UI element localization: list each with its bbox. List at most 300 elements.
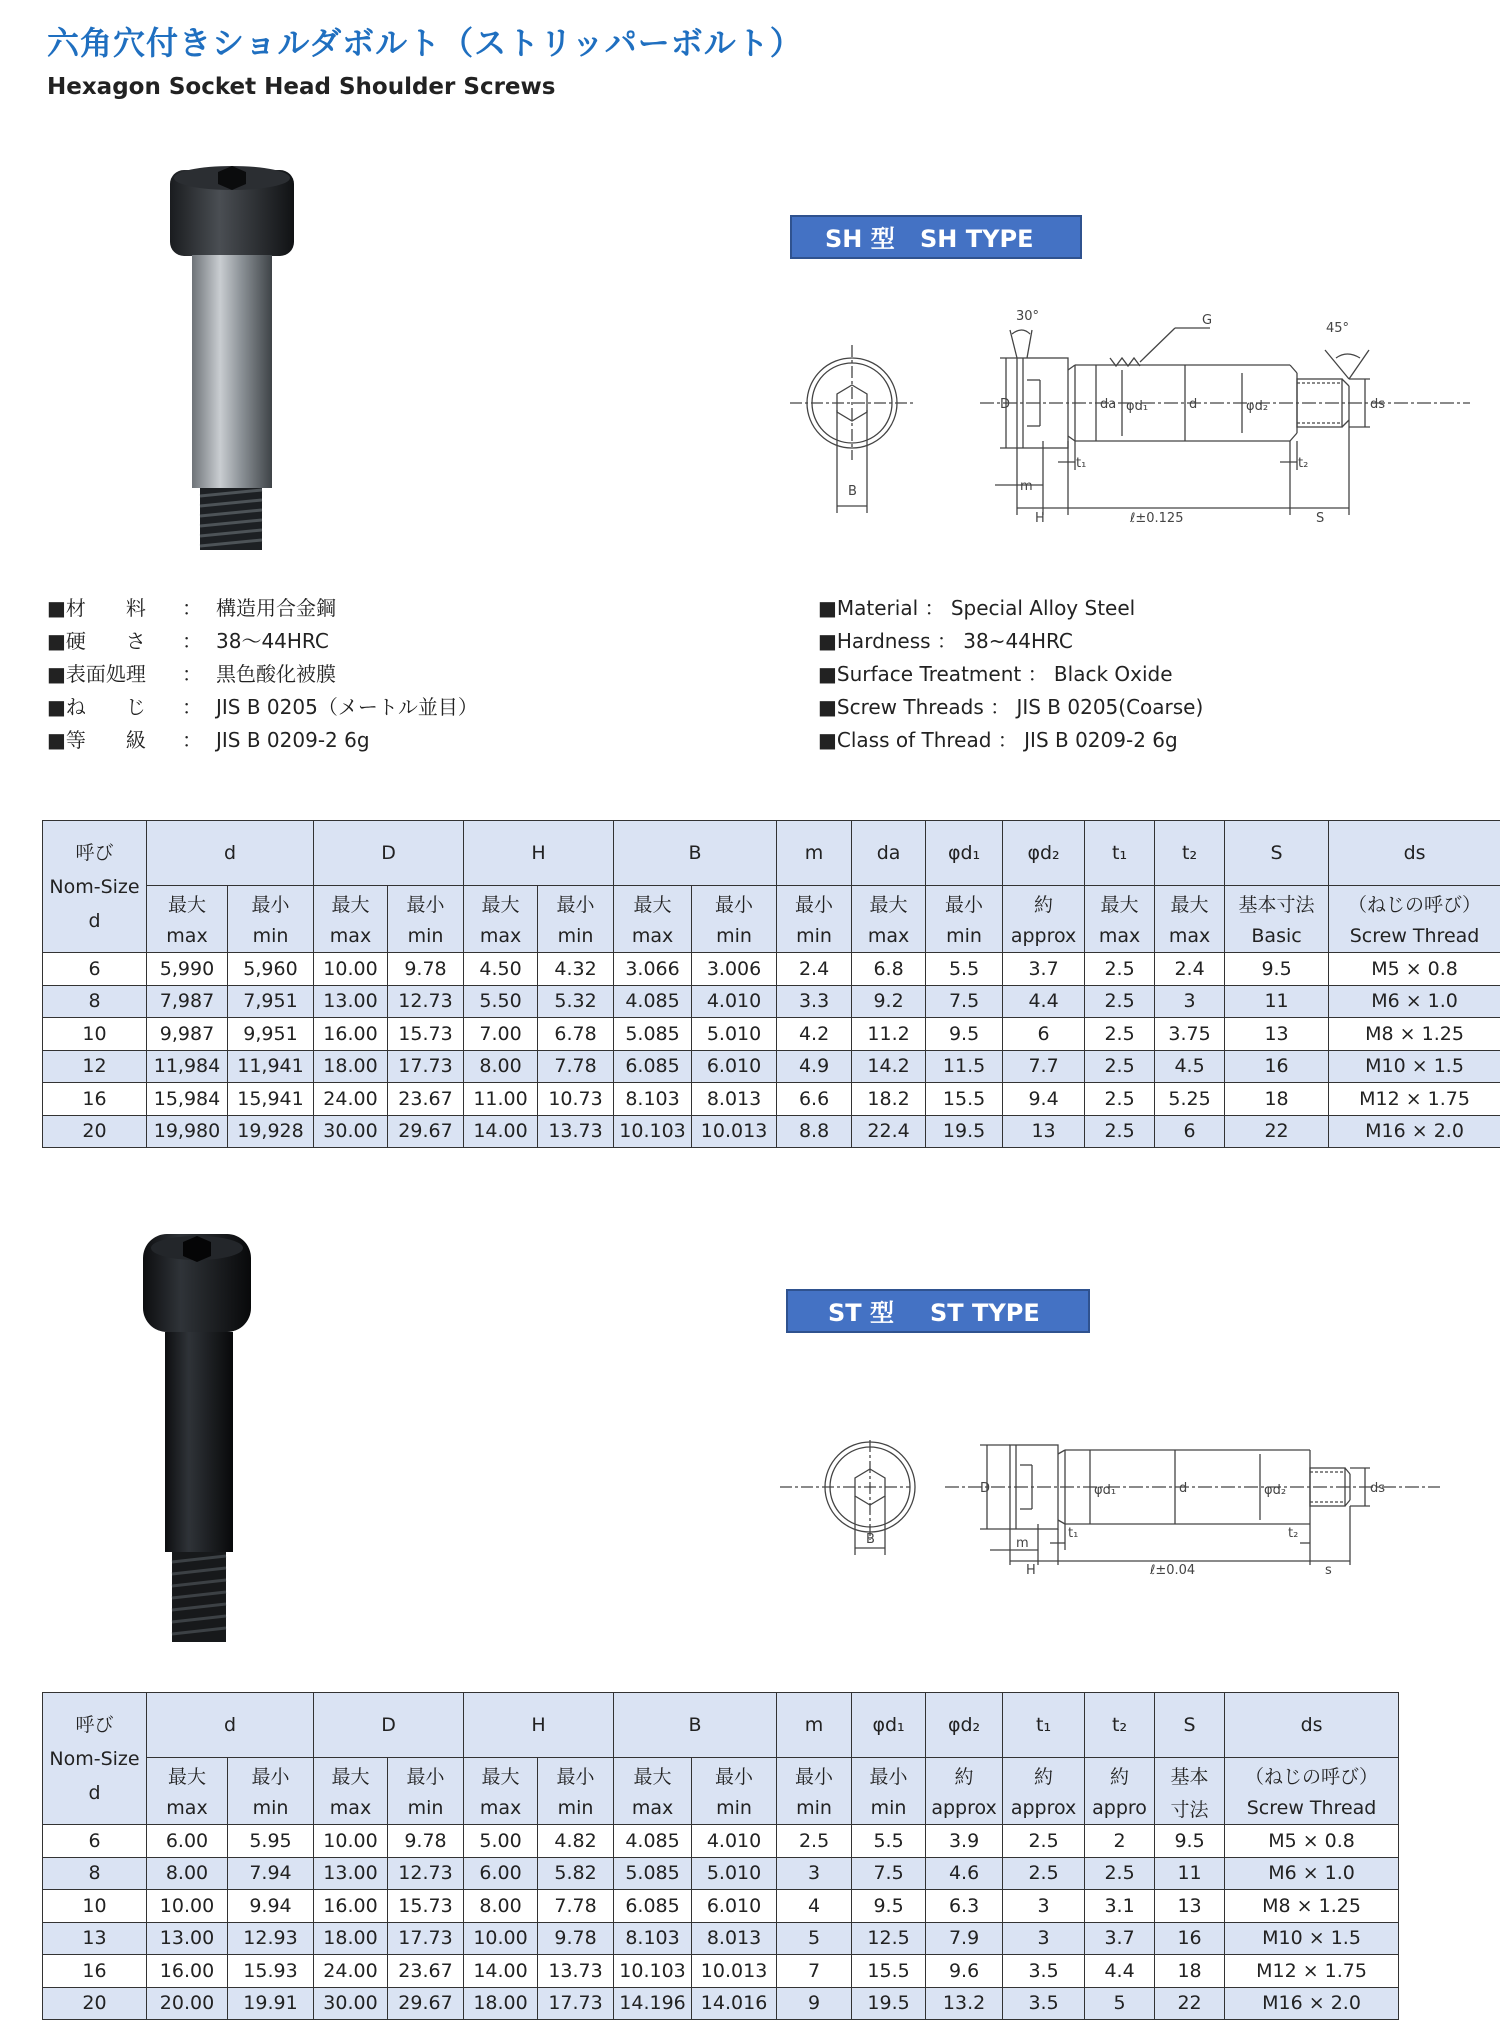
st-draw-s: s bbox=[1325, 1563, 1332, 1578]
sh-draw-t1: t₁ bbox=[1076, 456, 1087, 471]
subheader-en: appro bbox=[1085, 1792, 1155, 1825]
subheader-jp: 最大 bbox=[1155, 886, 1225, 921]
specs-jp: ■材 料 ： 構造用合金鋼 ■硬 さ ： 38〜44HRC ■表面処理 ： 黒色酸化被膜 ■ね じ ： JIS B 0205（メートル並目） ■等 級 ： JIS B 0209-2 6g bbox=[47, 596, 478, 752]
table-cell: 18 bbox=[1155, 1955, 1225, 1988]
table-cell: 16 bbox=[43, 1083, 147, 1116]
subheader-jp: 基本寸法 bbox=[1225, 886, 1329, 921]
table-cell: M16 × 2.0 bbox=[1329, 1115, 1500, 1148]
table-cell: 13 bbox=[1225, 1018, 1329, 1051]
table-cell: 3.5 bbox=[1003, 1987, 1085, 2020]
nom-size-header-line: d bbox=[88, 1781, 101, 1804]
table-cell: 6.085 bbox=[614, 1050, 692, 1083]
table-cell: 12 bbox=[43, 1050, 147, 1083]
sh-technical-drawing bbox=[780, 270, 1480, 540]
table-cell: 8.00 bbox=[147, 1857, 228, 1890]
table-cell: 24.00 bbox=[314, 1083, 388, 1116]
nom-size-header-line: d bbox=[88, 909, 101, 932]
table-cell: 9.5 bbox=[1225, 953, 1329, 986]
table-cell: 4.32 bbox=[538, 953, 614, 986]
group-header: t₁ bbox=[1003, 1693, 1085, 1758]
group-header: m bbox=[777, 1693, 852, 1758]
table-cell: 6 bbox=[43, 1825, 147, 1858]
table-cell: 2.5 bbox=[1085, 1083, 1155, 1116]
table-cell: 8.8 bbox=[777, 1115, 852, 1148]
table-cell: 13.73 bbox=[538, 1115, 614, 1148]
table-cell: 11 bbox=[1225, 985, 1329, 1018]
subheader-jp: 最小 bbox=[538, 1758, 614, 1793]
group-header: B bbox=[614, 1693, 777, 1758]
subheader-row-en bbox=[43, 920, 1500, 953]
subheader-jp: 最小 bbox=[777, 1758, 852, 1793]
table-cell: 16 bbox=[1225, 1050, 1329, 1083]
table-cell: M6 × 1.0 bbox=[1225, 1857, 1399, 1890]
table-cell: 11,941 bbox=[228, 1050, 314, 1083]
table-cell: 5.50 bbox=[464, 985, 538, 1018]
group-header: φd₁ bbox=[926, 821, 1003, 886]
subheader-en: max bbox=[314, 920, 388, 953]
table-cell: 4.010 bbox=[692, 985, 777, 1018]
subheader-en: min bbox=[388, 1792, 464, 1825]
table-cell: 4.5 bbox=[1155, 1050, 1225, 1083]
table-cell: 3.9 bbox=[926, 1825, 1003, 1858]
table-cell: 11,984 bbox=[147, 1050, 228, 1083]
table-cell: 10.00 bbox=[314, 1825, 388, 1858]
table-cell: M5 × 0.8 bbox=[1329, 953, 1500, 986]
subheader-en: min bbox=[777, 920, 852, 953]
table-cell: 6 bbox=[43, 953, 147, 986]
table-cell: 8.013 bbox=[692, 1083, 777, 1116]
table-cell: 3.1 bbox=[1085, 1890, 1155, 1923]
st-draw-B: B bbox=[866, 1532, 875, 1547]
table-cell: 11.00 bbox=[464, 1083, 538, 1116]
table-cell: 5,960 bbox=[228, 953, 314, 986]
table-cell: 23.67 bbox=[388, 1955, 464, 1988]
table-cell: 2.5 bbox=[1085, 985, 1155, 1018]
table-cell: 16.00 bbox=[147, 1955, 228, 1988]
sh-draw-d: d bbox=[1189, 397, 1198, 412]
table-cell: 4.085 bbox=[614, 1825, 692, 1858]
subheader-jp: 最小 bbox=[228, 1758, 314, 1793]
table-cell: 4.010 bbox=[692, 1825, 777, 1858]
sh-draw-S: S bbox=[1316, 511, 1325, 526]
table-cell: 3.7 bbox=[1003, 953, 1085, 986]
table-cell: 2.5 bbox=[1003, 1825, 1085, 1858]
table-cell: 10 bbox=[43, 1018, 147, 1051]
subheader-en: min bbox=[852, 1792, 926, 1825]
subheader-jp: 最大 bbox=[614, 886, 692, 921]
subheader-jp: 最大 bbox=[314, 1758, 388, 1793]
subheader-en: max bbox=[1155, 920, 1225, 953]
sh-draw-da: da bbox=[1100, 397, 1117, 412]
sh-dimension-table bbox=[42, 820, 1500, 1148]
table-cell: 8 bbox=[43, 985, 147, 1018]
table-cell: 6.085 bbox=[614, 1890, 692, 1923]
table-cell: 15.5 bbox=[852, 1955, 926, 1988]
table-cell: 10.73 bbox=[538, 1083, 614, 1116]
group-header: H bbox=[464, 1693, 614, 1758]
subheader-jp: 最小 bbox=[692, 886, 777, 921]
table-cell: 19,928 bbox=[228, 1115, 314, 1148]
table-cell: 19.5 bbox=[926, 1115, 1003, 1148]
table-cell: 20 bbox=[43, 1115, 147, 1148]
table-cell: 29.67 bbox=[388, 1987, 464, 2020]
group-header: H bbox=[464, 821, 614, 886]
table-cell: 13 bbox=[43, 1922, 147, 1955]
table-cell: 5,990 bbox=[147, 953, 228, 986]
table-cell: 5.00 bbox=[464, 1825, 538, 1858]
table-cell: 19.5 bbox=[852, 1987, 926, 2020]
subheader-en: min bbox=[228, 1792, 314, 1825]
group-header: d bbox=[147, 1693, 314, 1758]
group-header: ds bbox=[1225, 1693, 1399, 1758]
subheader-jp: 最大 bbox=[147, 886, 228, 921]
table-cell: 4.4 bbox=[1085, 1955, 1155, 1988]
table-cell: 14.00 bbox=[464, 1115, 538, 1148]
table-cell: 6.010 bbox=[692, 1890, 777, 1923]
table-cell: 6 bbox=[1003, 1018, 1085, 1051]
table-cell: 9 bbox=[777, 1987, 852, 2020]
table-cell: 15,984 bbox=[147, 1083, 228, 1116]
st-draw-d1: φd₁ bbox=[1094, 1483, 1117, 1498]
table-cell: 4.4 bbox=[1003, 985, 1085, 1018]
table-cell: 2.5 bbox=[1085, 1050, 1155, 1083]
subheader-en: min bbox=[388, 920, 464, 953]
table-cell: 14.016 bbox=[692, 1987, 777, 2020]
table-cell: 12.73 bbox=[388, 985, 464, 1018]
table-cell: 16.00 bbox=[314, 1018, 388, 1051]
table-row bbox=[43, 953, 1500, 986]
table-cell: 24.00 bbox=[314, 1955, 388, 1988]
group-header: φd₂ bbox=[1003, 821, 1085, 886]
table-cell: 10.103 bbox=[614, 1115, 692, 1148]
table-cell: 9.78 bbox=[388, 953, 464, 986]
subheader-jp: 最大 bbox=[314, 886, 388, 921]
table-cell: 8.103 bbox=[614, 1922, 692, 1955]
table-cell: 20 bbox=[43, 1987, 147, 2020]
subheader-jp: （ねじの呼び） bbox=[1329, 886, 1500, 921]
table-cell: M5 × 0.8 bbox=[1225, 1825, 1399, 1858]
subheader-jp: 最小 bbox=[692, 1758, 777, 1793]
table-cell: 9.2 bbox=[852, 985, 926, 1018]
table-cell: 6.3 bbox=[926, 1890, 1003, 1923]
table-cell: 12.73 bbox=[388, 1857, 464, 1890]
table-cell: 8.103 bbox=[614, 1083, 692, 1116]
subheader-en: min bbox=[777, 1792, 852, 1825]
table-cell: 12.5 bbox=[852, 1922, 926, 1955]
group-header: D bbox=[314, 1693, 464, 1758]
nom-size-header-line: Nom-Size bbox=[49, 875, 140, 898]
subheader-en: max bbox=[314, 1792, 388, 1825]
table-cell: 20.00 bbox=[147, 1987, 228, 2020]
table-cell: 9,987 bbox=[147, 1018, 228, 1051]
subheader-jp: 最大 bbox=[464, 1758, 538, 1793]
table-cell: 15.73 bbox=[388, 1018, 464, 1051]
table-cell: 17.73 bbox=[538, 1987, 614, 2020]
table-cell: 3.006 bbox=[692, 953, 777, 986]
st-technical-drawing bbox=[780, 1430, 1480, 1600]
table-cell: 3.7 bbox=[1085, 1922, 1155, 1955]
table-cell: 3.3 bbox=[777, 985, 852, 1018]
table-cell: M8 × 1.25 bbox=[1329, 1018, 1500, 1051]
table-cell: M8 × 1.25 bbox=[1225, 1890, 1399, 1923]
table-cell: 9.5 bbox=[926, 1018, 1003, 1051]
subheader-en: Screw Thread bbox=[1329, 920, 1500, 953]
table-cell: 10.013 bbox=[692, 1115, 777, 1148]
table-cell: 10.00 bbox=[464, 1922, 538, 1955]
subheader-jp: 最小 bbox=[388, 1758, 464, 1793]
table-cell: 10.00 bbox=[147, 1890, 228, 1923]
subheader-en: Basic bbox=[1225, 920, 1329, 953]
st-dimension-table bbox=[42, 1692, 1399, 2020]
table-cell: 2.5 bbox=[1085, 1018, 1155, 1051]
group-header: t₁ bbox=[1085, 821, 1155, 886]
table-cell: M12 × 1.75 bbox=[1329, 1083, 1500, 1116]
subheader-en: min bbox=[228, 920, 314, 953]
table-cell: 2.5 bbox=[1085, 953, 1155, 986]
table-cell: 18 bbox=[1225, 1083, 1329, 1116]
subheader-jp: 約 bbox=[926, 1758, 1003, 1793]
table-cell: 7.9 bbox=[926, 1922, 1003, 1955]
st-draw-d2: φd₂ bbox=[1264, 1483, 1287, 1498]
table-cell: 5 bbox=[777, 1922, 852, 1955]
subheader-row-jp bbox=[43, 886, 1500, 921]
table-cell: 8 bbox=[43, 1857, 147, 1890]
subheader-jp: 約 bbox=[1003, 886, 1085, 921]
table-row bbox=[43, 1890, 1399, 1923]
subheader-en: approx bbox=[1003, 1792, 1085, 1825]
subheader-jp: 最大 bbox=[614, 1758, 692, 1793]
subheader-en: approx bbox=[926, 1792, 1003, 1825]
subheader-en: approx bbox=[1003, 920, 1085, 953]
group-header: t₂ bbox=[1155, 821, 1225, 886]
table-cell: 3 bbox=[1003, 1922, 1085, 1955]
subheader-en: max bbox=[852, 920, 926, 953]
subheader-en: min bbox=[538, 1792, 614, 1825]
sh-draw-d2: φd₂ bbox=[1246, 399, 1269, 414]
table-cell: 7.94 bbox=[228, 1857, 314, 1890]
subheader-jp: 最小 bbox=[538, 886, 614, 921]
st-type-label: ST 型 ST TYPE bbox=[786, 1289, 1090, 1333]
group-header: t₂ bbox=[1085, 1693, 1155, 1758]
table-cell: 11.2 bbox=[852, 1018, 926, 1051]
table-cell: 7,987 bbox=[147, 985, 228, 1018]
table-cell: 3.75 bbox=[1155, 1018, 1225, 1051]
nom-size-header bbox=[43, 1693, 147, 1825]
table-cell: 23.67 bbox=[388, 1083, 464, 1116]
table-cell: 7.78 bbox=[538, 1890, 614, 1923]
table-row bbox=[43, 1050, 1500, 1083]
table-cell: 4.9 bbox=[777, 1050, 852, 1083]
table-cell: M16 × 2.0 bbox=[1225, 1987, 1399, 2020]
sh-draw-angle-head: 30° bbox=[1016, 309, 1040, 324]
table-cell: 9.78 bbox=[388, 1825, 464, 1858]
group-header: φd₂ bbox=[926, 1693, 1003, 1758]
table-cell: 15,941 bbox=[228, 1083, 314, 1116]
st-bolt-photo bbox=[135, 1232, 275, 1647]
table-cell: 4.50 bbox=[464, 953, 538, 986]
subheader-jp: 最小 bbox=[926, 886, 1003, 921]
table-row bbox=[43, 1922, 1399, 1955]
sh-draw-g: G bbox=[1202, 313, 1213, 328]
table-cell: 4.085 bbox=[614, 985, 692, 1018]
table-cell: 5.25 bbox=[1155, 1083, 1225, 1116]
table-cell: 7.00 bbox=[464, 1018, 538, 1051]
st-draw-H: H bbox=[1026, 1563, 1036, 1578]
table-cell: 30.00 bbox=[314, 1987, 388, 2020]
table-cell: 29.67 bbox=[388, 1115, 464, 1148]
table-cell: 4.6 bbox=[926, 1857, 1003, 1890]
table-cell: 14.2 bbox=[852, 1050, 926, 1083]
group-header: B bbox=[614, 821, 777, 886]
table-cell: 18.00 bbox=[314, 1050, 388, 1083]
sh-draw-H: H bbox=[1035, 511, 1045, 526]
table-cell: 6.00 bbox=[464, 1857, 538, 1890]
table-cell: 15.73 bbox=[388, 1890, 464, 1923]
subheader-jp: 最大 bbox=[464, 886, 538, 921]
subheader-jp: 最小 bbox=[228, 886, 314, 921]
table-cell: 6.78 bbox=[538, 1018, 614, 1051]
table-cell: 16 bbox=[43, 1955, 147, 1988]
subheader-en: Screw Thread bbox=[1225, 1792, 1399, 1825]
table-row bbox=[43, 1987, 1399, 2020]
subheader-jp: （ねじの呼び） bbox=[1225, 1758, 1399, 1793]
subheader-jp: 最小 bbox=[852, 1758, 926, 1793]
table-cell: 11 bbox=[1155, 1857, 1225, 1890]
sh-draw-angle-tip: 45° bbox=[1326, 321, 1350, 336]
st-draw-ds: ds bbox=[1370, 1481, 1386, 1496]
sh-type-label: SH 型 SH TYPE bbox=[790, 215, 1082, 259]
nom-size-header-line: 呼び bbox=[75, 1713, 114, 1736]
table-cell: 14.196 bbox=[614, 1987, 692, 2020]
subheader-row-en bbox=[43, 1792, 1399, 1825]
table-cell: 5 bbox=[1085, 1987, 1155, 2020]
table-cell: 22.4 bbox=[852, 1115, 926, 1148]
table-cell: 17.73 bbox=[388, 1050, 464, 1083]
sh-bolt-photo bbox=[160, 160, 310, 560]
subheader-jp: 約 bbox=[1003, 1758, 1085, 1793]
table-cell: 9.5 bbox=[852, 1890, 926, 1923]
table-row bbox=[43, 1857, 1399, 1890]
st-draw-d: d bbox=[1179, 1481, 1188, 1496]
table-cell: M12 × 1.75 bbox=[1225, 1955, 1399, 1988]
table-cell: 3 bbox=[1155, 985, 1225, 1018]
subheader-en: max bbox=[464, 920, 538, 953]
sh-draw-t2: t₂ bbox=[1298, 456, 1309, 471]
table-cell: 5.5 bbox=[852, 1825, 926, 1858]
table-cell: 9.94 bbox=[228, 1890, 314, 1923]
table-cell: 10.00 bbox=[314, 953, 388, 986]
table-row bbox=[43, 985, 1500, 1018]
table-cell: 15.5 bbox=[926, 1083, 1003, 1116]
table-cell: 13.73 bbox=[538, 1955, 614, 1988]
sh-draw-D: D bbox=[1000, 397, 1011, 412]
table-cell: 5.085 bbox=[614, 1857, 692, 1890]
sh-draw-d1: φd₁ bbox=[1126, 399, 1149, 414]
subheader-en: max bbox=[1085, 920, 1155, 953]
table-cell: 7.7 bbox=[1003, 1050, 1085, 1083]
table-cell: 19.91 bbox=[228, 1987, 314, 2020]
table-cell: 2.5 bbox=[1003, 1857, 1085, 1890]
table-cell: 16 bbox=[1155, 1922, 1225, 1955]
nom-size-header bbox=[43, 821, 147, 953]
st-draw-t1: t₁ bbox=[1068, 1526, 1079, 1541]
subheader-row-jp bbox=[43, 1758, 1399, 1793]
table-cell: 2.5 bbox=[777, 1825, 852, 1858]
table-cell: 7,951 bbox=[228, 985, 314, 1018]
table-cell: 13.00 bbox=[314, 985, 388, 1018]
table-cell: 3 bbox=[1003, 1890, 1085, 1923]
group-header: da bbox=[852, 821, 926, 886]
table-cell: 9.4 bbox=[1003, 1083, 1085, 1116]
table-row bbox=[43, 1083, 1500, 1116]
table-cell: 5.5 bbox=[926, 953, 1003, 986]
table-cell: 8.00 bbox=[464, 1890, 538, 1923]
table-cell: 22 bbox=[1225, 1115, 1329, 1148]
table-cell: 4 bbox=[777, 1890, 852, 1923]
subheader-en: min bbox=[692, 920, 777, 953]
table-cell: 2.5 bbox=[1085, 1115, 1155, 1148]
subheader-en: 寸法 bbox=[1155, 1792, 1225, 1825]
subheader-en: min bbox=[926, 920, 1003, 953]
table-cell: 6.010 bbox=[692, 1050, 777, 1083]
table-cell: 16.00 bbox=[314, 1890, 388, 1923]
table-cell: 10 bbox=[43, 1890, 147, 1923]
subheader-jp: 最小 bbox=[388, 886, 464, 921]
sh-draw-l: ℓ±0.125 bbox=[1130, 511, 1184, 526]
table-cell: 9.78 bbox=[538, 1922, 614, 1955]
subheader-jp: 約 bbox=[1085, 1758, 1155, 1793]
table-cell: 18.00 bbox=[314, 1922, 388, 1955]
table-cell: 2 bbox=[1085, 1825, 1155, 1858]
table-cell: 5.32 bbox=[538, 985, 614, 1018]
table-cell: 2.5 bbox=[1085, 1857, 1155, 1890]
group-header: ds bbox=[1329, 821, 1500, 886]
table-cell: 3.5 bbox=[1003, 1955, 1085, 1988]
table-cell: 7.78 bbox=[538, 1050, 614, 1083]
table-cell: 13.2 bbox=[926, 1987, 1003, 2020]
table-row bbox=[43, 1825, 1399, 1858]
table-cell: 30.00 bbox=[314, 1115, 388, 1148]
table-cell: 6.6 bbox=[777, 1083, 852, 1116]
table-cell: 17.73 bbox=[388, 1922, 464, 1955]
table-cell: 13.00 bbox=[314, 1857, 388, 1890]
subheader-jp: 最大 bbox=[1085, 886, 1155, 921]
nom-size-header-line: Nom-Size bbox=[49, 1747, 140, 1770]
table-cell: 10.013 bbox=[692, 1955, 777, 1988]
table-cell: M10 × 1.5 bbox=[1329, 1050, 1500, 1083]
table-cell: 8.013 bbox=[692, 1922, 777, 1955]
page-title-en: Hexagon Socket Head Shoulder Screws bbox=[47, 74, 556, 100]
table-cell: 5.95 bbox=[228, 1825, 314, 1858]
subheader-jp: 基本 bbox=[1155, 1758, 1225, 1793]
subheader-en: max bbox=[147, 920, 228, 953]
table-cell: 3 bbox=[777, 1857, 852, 1890]
st-draw-m: m bbox=[1016, 1536, 1029, 1551]
subheader-en: min bbox=[538, 920, 614, 953]
table-cell: 13.00 bbox=[147, 1922, 228, 1955]
table-cell: 18.2 bbox=[852, 1083, 926, 1116]
table-cell: 15.93 bbox=[228, 1955, 314, 1988]
subheader-jp: 最大 bbox=[852, 886, 926, 921]
table-cell: 5.010 bbox=[692, 1857, 777, 1890]
table-cell: 9.6 bbox=[926, 1955, 1003, 1988]
table-cell: 22 bbox=[1155, 1987, 1225, 2020]
group-header: D bbox=[314, 821, 464, 886]
table-cell: 7.5 bbox=[926, 985, 1003, 1018]
table-cell: 8.00 bbox=[464, 1050, 538, 1083]
table-cell: 9.5 bbox=[1155, 1825, 1225, 1858]
table-cell: 5.82 bbox=[538, 1857, 614, 1890]
